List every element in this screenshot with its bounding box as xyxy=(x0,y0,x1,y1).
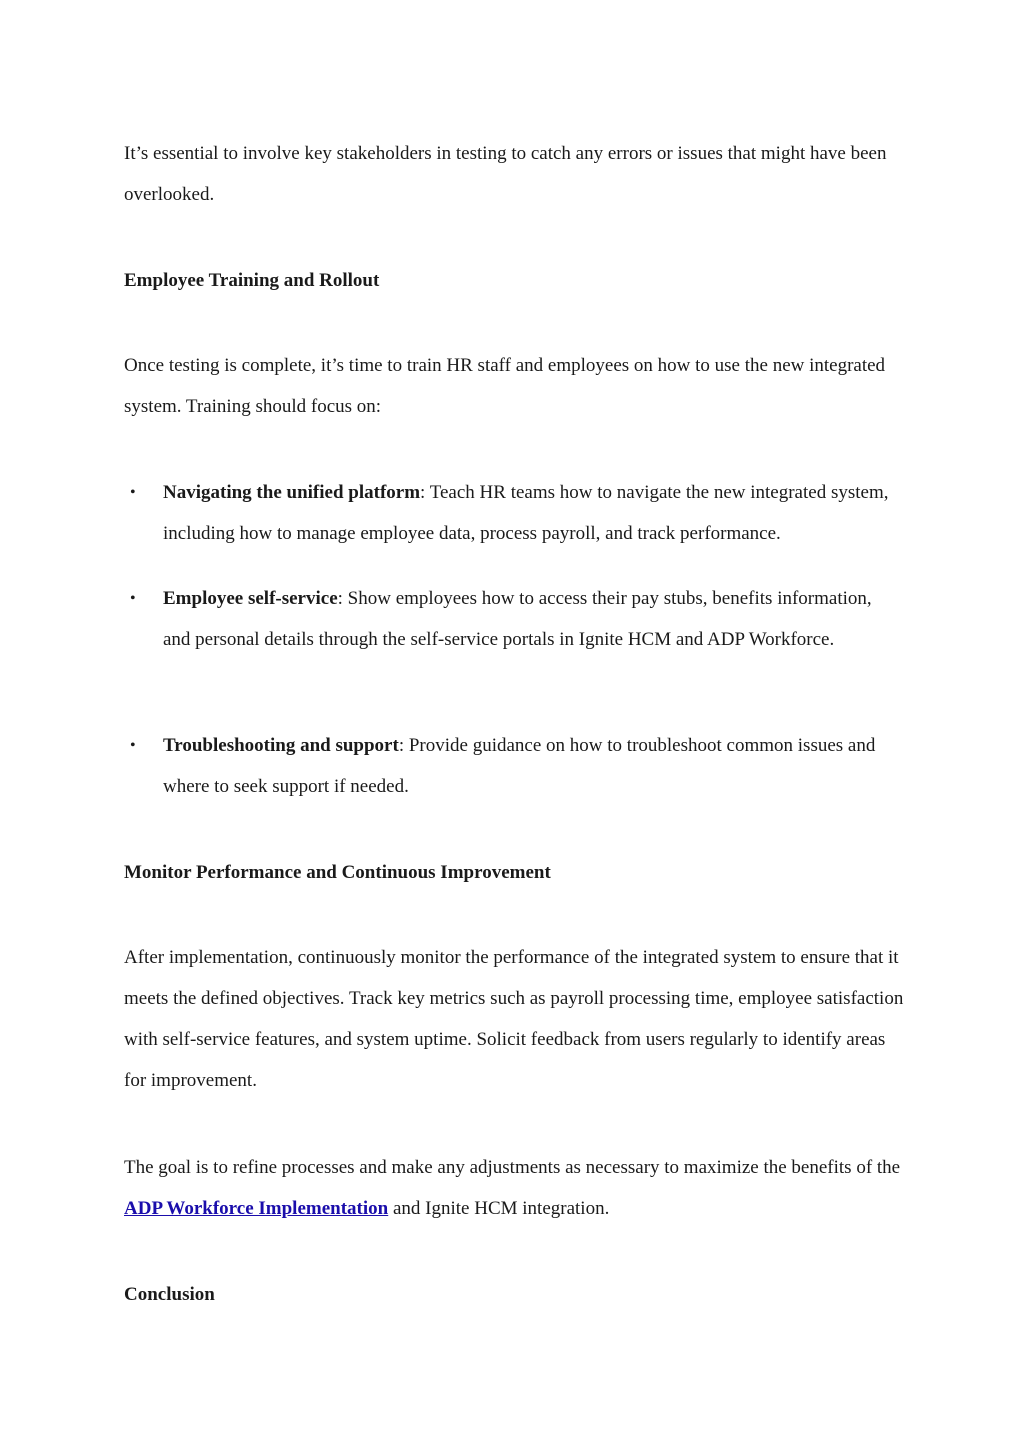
bullet-icon: • xyxy=(130,590,136,607)
training-intro-paragraph: Once testing is complete, it’s time to train HR staff and employees on how to use the new integrated system. Training should focus on: xyxy=(124,355,886,417)
monitor-paragraph: After implementation, continuously monitor the performance of the integrated system to ensure that it meets the defined objectives. Track key metrics such as payroll processing time, employee satisfaction with self-service features, and system uptime. Solicit feedback from users regularly to identify areas for improvement. xyxy=(124,947,904,1091)
list-item-term: Troubleshooting and support xyxy=(163,735,399,756)
goal-text-after-link: and Ignite HCM integration. xyxy=(388,1198,610,1219)
list-item-text xyxy=(163,472,903,554)
list-item-term: Navigating the unified platform xyxy=(163,482,421,503)
bullet-icon: • xyxy=(130,737,136,754)
adp-workforce-implementation-link[interactable]: ADP Workforce Implementation xyxy=(124,1198,389,1219)
list-item xyxy=(124,725,904,807)
list-item-term: Employee self-service xyxy=(163,588,338,609)
goal-text-before-link: The goal is to refine processes and make any adjustments as necessary to maximize the benefits of the xyxy=(124,1157,901,1178)
intro-paragraph: It’s essential to involve key stakeholders in testing to catch any errors or issues that might have been overlooked. xyxy=(124,143,887,205)
monitor-heading: Monitor Performance and Continuous Improvement xyxy=(124,862,551,883)
goal-paragraph xyxy=(124,1147,904,1229)
conclusion-heading: Conclusion xyxy=(124,1284,215,1305)
list-item-text xyxy=(163,578,903,660)
training-heading: Employee Training and Rollout xyxy=(124,270,380,291)
list-item-description: : Provide guidance on how to troubleshoot common issues and where to seek support if needed. xyxy=(163,735,876,797)
list-item xyxy=(124,578,904,660)
list-item-description: : Teach HR teams how to navigate the new integrated system, including how to manage employee data, process payroll, and track performance. xyxy=(163,482,889,544)
list-item-description: : Show employees how to access their pay stubs, benefits information, and personal details through the self-service portals in Ignite HCM and ADP Workforce. xyxy=(163,588,872,650)
bullet-icon: • xyxy=(130,484,136,501)
list-item xyxy=(124,472,904,554)
list-item-text xyxy=(163,725,903,807)
